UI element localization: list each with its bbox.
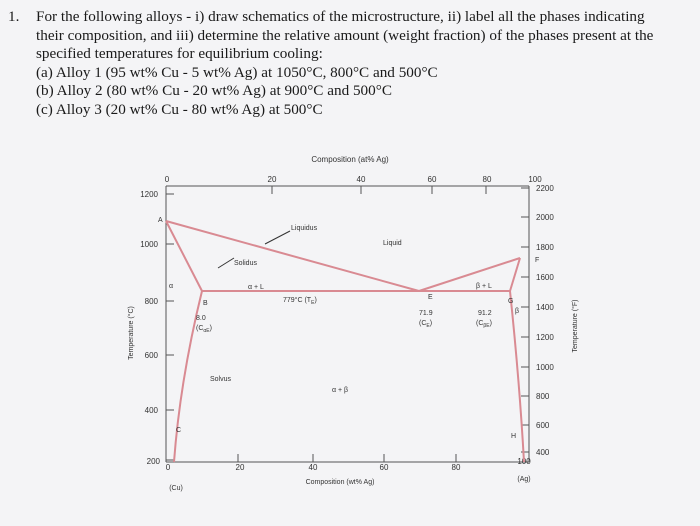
top-tick-label: 0 [164, 175, 170, 184]
right-tick-label: 400 [536, 448, 550, 457]
phase-diagram-svg [0, 148, 700, 521]
cu-ag-phase-diagram [0, 148, 700, 521]
left-tick-label: 400 [144, 406, 158, 415]
left-tick-label: 600 [144, 351, 158, 360]
part-a: (a) Alloy 1 (95 wt% Cu - 5 wt% Ag) at 1050°C, 800°C and 500°C [36, 63, 438, 81]
top-axis-title: Composition (at% Ag) [311, 155, 389, 164]
solvus-label: Solvus [210, 376, 232, 383]
ag-label: (Ag) [517, 476, 531, 483]
part-b: (b) Alloy 2 (80 wt% Cu - 20 wt% Ag) at 900°C and 500°C [36, 82, 392, 99]
right-tick-label: 1600 [536, 273, 554, 282]
bottom-axis-title: Composition (wt% Ag) [305, 479, 375, 486]
alpha-beta-region-label: α + β [332, 387, 349, 394]
bottom-tick-label: 0 [165, 463, 171, 472]
solidus-right-line [510, 258, 520, 291]
bottom-ticks [166, 454, 531, 492]
eutectic-temp-label: 779°C $(T_E)$ [283, 297, 317, 306]
left-tick-label: 1000 [140, 240, 158, 249]
point-f-label: F [535, 257, 540, 264]
right-tick-label: 2200 [536, 184, 554, 193]
top-ticks [165, 175, 542, 194]
liquid-label: Liquid [383, 240, 402, 247]
bottom-tick-label: 60 [379, 463, 389, 472]
right-ticks [521, 184, 554, 457]
stem-line: For the following alloys - i) draw schematics of the microstructure, ii) label all the phases indicating [36, 8, 645, 25]
right-tick-label: 800 [536, 392, 550, 401]
cu-label: (Cu) [169, 485, 183, 492]
problem-stem [36, 8, 688, 64]
stem-line: specified temperatures for equilibrium cooling: [36, 45, 323, 62]
alpha-liquid-region-label: α + L [248, 284, 264, 291]
beta-eutectic-composition-label: $(C_{\beta E})$ [476, 320, 492, 329]
solidus-label: Solidus [234, 260, 257, 267]
left-tick-label: 200 [146, 457, 160, 466]
bottom-tick-label: 40 [308, 463, 318, 472]
right-tick-label: 1000 [536, 363, 554, 372]
alpha-region-label: α [169, 283, 174, 290]
eutectic-composition-label: $(C_E)$ [419, 320, 433, 329]
bottom-tick-label: 80 [451, 463, 461, 472]
eutectic-composition-value: 71.9 [419, 310, 433, 317]
problem-statement [8, 8, 688, 119]
right-tick-label: 1800 [536, 243, 554, 252]
liquidus-label: Liquidus [291, 225, 318, 232]
solidus-left-line [166, 221, 202, 291]
point-g-label: G [508, 298, 514, 305]
beta-eutectic-composition-value: 91.2 [478, 310, 492, 317]
top-tick-label: 20 [267, 175, 277, 184]
top-tick-label: 40 [356, 175, 366, 184]
point-c-label: C [176, 427, 182, 434]
part-c: (c) Alloy 3 (20 wt% Cu - 80 wt% Ag) at 500°C [36, 100, 323, 118]
left-axis-title: Temperature (°C) [128, 306, 135, 360]
point-h-label: H [511, 433, 517, 440]
left-tick-label: 1200 [140, 190, 158, 199]
left-tick-label: 800 [144, 297, 158, 306]
problem-number: 1. [8, 8, 20, 25]
top-tick-label: 60 [427, 175, 437, 184]
point-a-label: A [158, 217, 163, 224]
phase-lines [166, 221, 524, 462]
right-tick-label: 2000 [536, 213, 554, 222]
alpha-eutectic-composition-label: $(C_{\alpha E})$ [196, 325, 212, 334]
beta-liquid-region-label: β + L [476, 283, 492, 290]
beta-region-label: β [515, 308, 520, 315]
left-ticks [140, 190, 174, 466]
right-tick-label: 600 [536, 421, 550, 430]
bottom-tick-label: 100 [517, 457, 531, 466]
liquidus-right-line [419, 258, 520, 291]
bottom-tick-label: 20 [235, 463, 245, 472]
right-tick-label: 1400 [536, 303, 554, 312]
right-tick-label: 1200 [536, 333, 554, 342]
point-b-label: B [203, 300, 208, 307]
stem-line: their composition, and iii) determine the relative amount (weight fraction) of the phases present at the [36, 26, 654, 44]
top-tick-label: 100 [528, 175, 542, 184]
right-axis-title: Temperature (°F) [572, 299, 579, 353]
alpha-eutectic-composition-value: 8.0 [196, 315, 206, 322]
point-e-label: E [428, 294, 433, 301]
top-tick-label: 80 [482, 175, 492, 184]
